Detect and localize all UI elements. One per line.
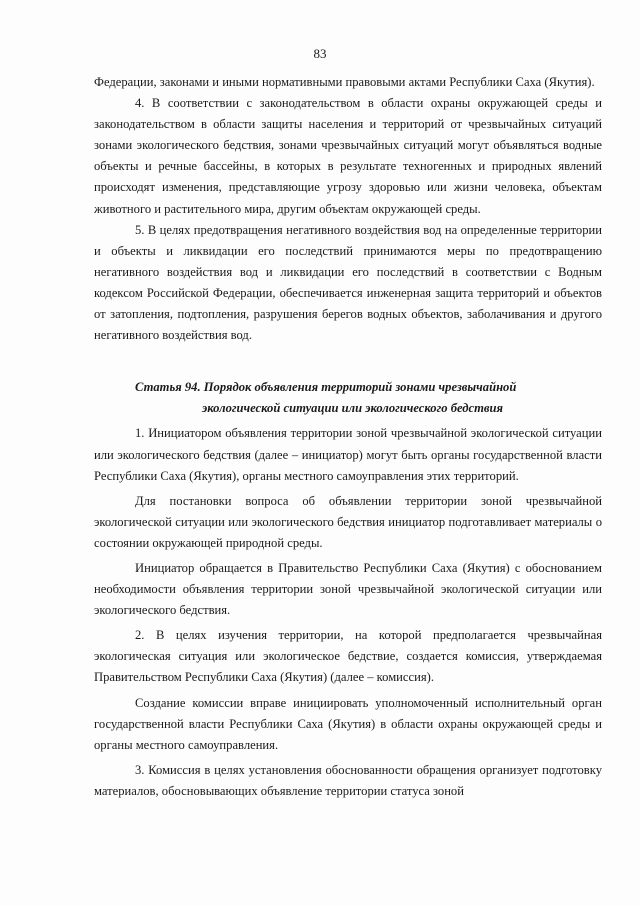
article-paragraph-2: Для постановки вопроса об объявлении территории зоной чрезвычайной экологической ситуации или экологического бедствия инициатор подготавливает материалы о состоянии окружающей природной среды. bbox=[94, 493, 602, 550]
article-paragraph-6: 3. Комиссия в целях установления обоснованности обращения организует подготовку материалов, обосновывающих объявление территории статуса зоной bbox=[94, 762, 602, 798]
paragraph-4: 4. В соответствии с законодательством в области охраны окружающей среды и законодательством в области защиты населения и территорий от чрезвычайных ситуаций зонами экологического бедствия, зонами чрезвычайных ситуаций могут объявляться водные объекты и речные бассейны, в которых в результате техногенных и природных явлений происходят изменения, представляющие угрозу здоровью или жизни человека, объектам животного и растительного мира, другим объектам окружающей среды. bbox=[94, 96, 602, 216]
article-paragraph-4: 2. В целях изучения территории, на которой предполагается чрезвычайная экологическая ситуация или экологическое бедствие, создается комиссия, утверждаемая Правительством Республики Саха (Якутия) (далее – комиссия). bbox=[94, 628, 602, 685]
page-number: 83 bbox=[313, 46, 327, 61]
intro-paragraph: Федерации, законами и иными нормативными правовыми актами Республики Саха (Якутия). bbox=[94, 75, 595, 89]
document-body bbox=[94, 72, 602, 802]
article-heading-line-2: экологической ситуации или экологического бедствия bbox=[202, 401, 503, 416]
article-paragraph-3: Инициатор обращается в Правительство Республики Саха (Якутия) с обоснованием необходимости объявления территории зоной чрезвычайной экологической ситуации или экологического бедствия. bbox=[94, 560, 602, 618]
article-paragraph-5: Создание комиссии вправе инициировать уполномоченный исполнительный орган государственной власти Республики Саха (Якутия) в области охраны окружающей среды и органы местного самоуправления. bbox=[94, 695, 602, 752]
article-paragraph-1: 1. Инициатором объявления территории зоной чрезвычайной экологической ситуации или экологического бедствия (далее – инициатор) могут быть органы государственной власти Республики Саха (Якутия), органы местного самоуправления этих территорий. bbox=[94, 426, 602, 483]
article-heading-line-1: Статья 94. Порядок объявления территорий зонами чрезвычайной bbox=[135, 380, 517, 395]
article-94-heading bbox=[94, 377, 602, 419]
paragraph-5: 5. В целях предотвращения негативного воздействия вод на определенные территории и объекты и ликвидации его последствий принимаются меры по предотвращению негативного воздействия вод и ликвидации его последствий в соответствии с Водным кодексом Российской Федерации, обеспечивается инженерная защита территорий и объектов от затопления, подтопления, разрушения берегов водных объектов, заболачивания и другого негативного воздействия вод. bbox=[94, 222, 602, 343]
